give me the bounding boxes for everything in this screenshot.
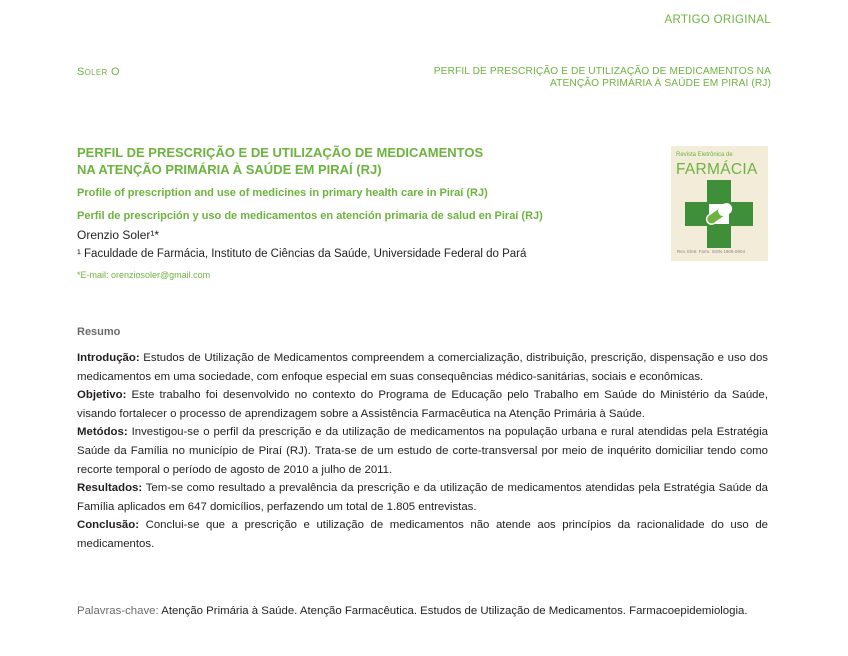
keywords (77, 603, 768, 620)
section-label-metodos: Metódos: (77, 426, 128, 439)
journal-logo-title: FARMÁCIA (676, 161, 758, 178)
running-head-title: PERFIL DE PRESCRIÇÃO E DE UTILIZAÇÃO DE MEDICAMENTOS NA ATENÇÃO PRIMÁRIA À SAÚDE EM PIRAÍ (RJ) (433, 66, 771, 89)
article-title-english: Profile of prescription and use of medicines in primary health care in Piraí (RJ) (77, 187, 488, 199)
article-title-spanish: Perfil de prescripción y uso de medicamentos en atención primaria de salud en Piraí (RJ) (77, 210, 543, 222)
section-text: Tem-se como resultado a prevalência da prescrição e da utilização de medicamentos atendidas pela Estratégia Saúde da Família aplicados em 647 domicílios, perfazendo um total de 1.805 entrevistas. (77, 482, 768, 513)
journal-logo-subtitle: Revista Eletrônica de (676, 152, 733, 158)
abstract-introduction (77, 349, 768, 386)
author-affiliation: ¹ Faculdade de Farmácia, Instituto de Ciências da Saúde, Universidade Federal do Pará (77, 248, 527, 260)
section-label-conclusao: Conclusão: (77, 519, 140, 532)
running-head-author: Soler O (77, 66, 120, 78)
journal-logo-issn: Rev. Eletr. Farm. ISSN 1808-0804 (677, 249, 745, 254)
title-line-1: PERFIL DE PRESCRIÇÃO E DE UTILIZAÇÃO DE MEDICAMENTOS (77, 145, 484, 160)
section-text: Investigou-se o perfil da prescrição e da utilização de medicamentos na população urbana e rural atendidas pela Estratégia Saúde da Família no município de Piraí (RJ). Trata-se de um estudo de corte-transversal por meio de inquérito domiciliar tendo como recorte temporal o período de agosto de 2010 a julho de 2011. (77, 426, 768, 476)
section-text: Estudos de Utilização de Medicamentos compreendem a comercialização, distribuição, prescrição, dispensação e uso dos medicamentos em uma sociedade, com enfoque especial em suas consequências médico-sanitárias, sociais e econômicas. (77, 352, 768, 383)
abstract-results (77, 479, 768, 516)
keywords-label: Palavras-chave: (77, 605, 159, 617)
abstract-heading: Resumo (77, 326, 121, 338)
article-title-portuguese (77, 144, 637, 178)
section-label-resultados: Resultados: (77, 482, 143, 495)
author-email: *E-mail: orenziosoler@gmail.com (77, 270, 211, 280)
section-label-introducao: Introdução: (77, 352, 140, 364)
pharmacy-cross-icon (685, 180, 753, 248)
section-label-objetivo: Objetivo: (77, 389, 127, 402)
section-label: ARTIGO ORIGINAL (664, 14, 771, 26)
journal-logo (671, 146, 768, 261)
author-name: Orenzio Soler¹* (77, 228, 160, 242)
abstract-conclusion (77, 516, 768, 553)
abstract-methods (77, 423, 768, 479)
section-text: Este trabalho foi desenvolvido no contexto do Programa de Educação pelo Trabalho em Saúde do Ministério da Saúde, visando fortalecer o processo de aprendizagem sobre a Assistência Farmacêutica na Atenção Primária à Saúde. (77, 389, 769, 420)
abstract-objective (77, 386, 768, 423)
section-text: Conclui-se que a prescrição e utilização de medicamentos não atende aos princípios da racionalidade do uso de medicamentos. (77, 519, 768, 550)
title-line-2: NA ATENÇÃO PRIMÁRIA À SAÚDE EM PIRAÍ (RJ) (77, 162, 382, 177)
keywords-text: Atenção Primária à Saúde. Atenção Farmacêutica. Estudos de Utilização de Medicamentos. Farmacoepidemiologia. (161, 605, 748, 617)
abstract-body (77, 349, 768, 554)
